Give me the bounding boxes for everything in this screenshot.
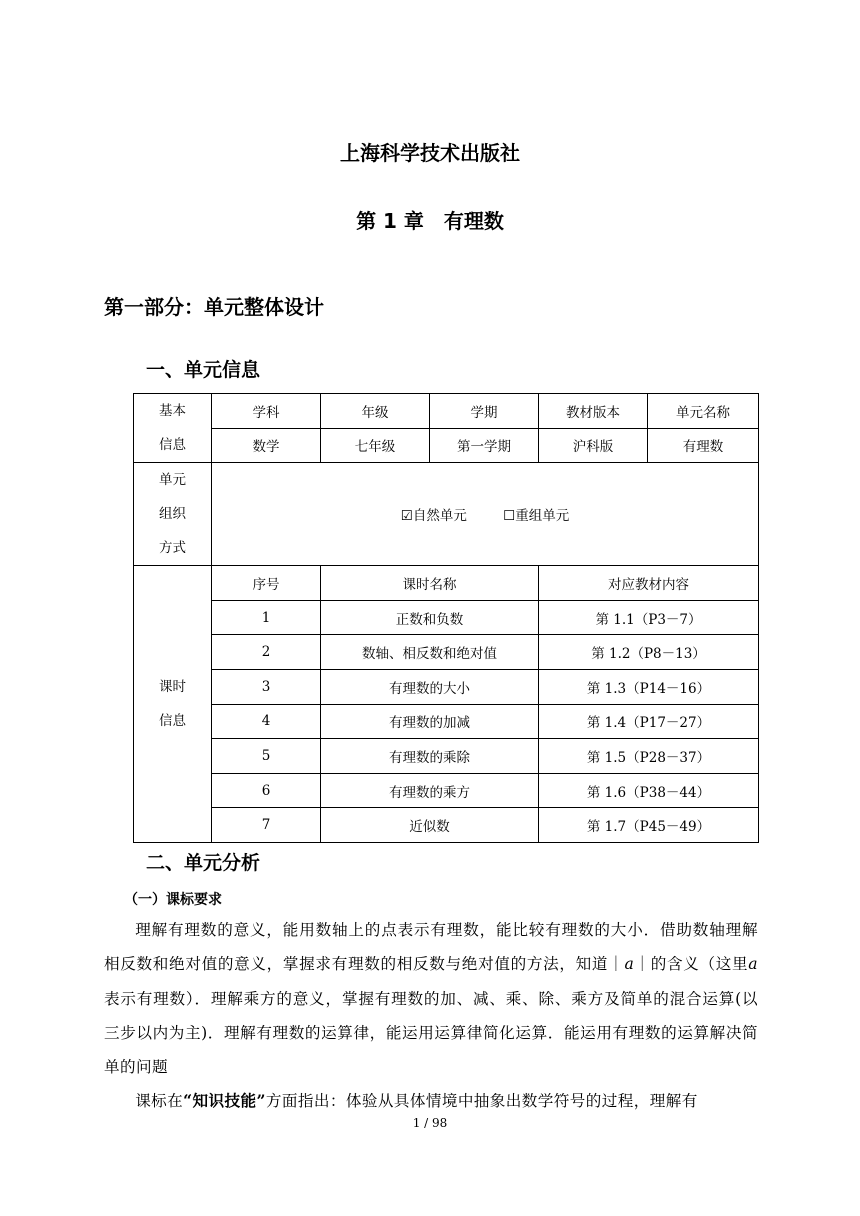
lesson-info-label: 课时 信息 xyxy=(134,566,212,843)
chapter-title: 第 1 章 有理数 xyxy=(356,209,504,233)
organization-label: 单元 组织 方式 xyxy=(134,463,212,566)
lesson-content: 第 1.5（P28－37） xyxy=(539,739,759,774)
table-row xyxy=(134,773,759,808)
table-row xyxy=(134,808,759,843)
lesson-header-row xyxy=(134,566,759,601)
page-number: 1 / 98 xyxy=(412,1116,448,1130)
unchecked-checkbox-icon[interactable]: ☐ xyxy=(503,508,516,525)
basic-info-value-row xyxy=(134,428,759,463)
value-grade: 七年级 xyxy=(321,428,430,463)
lesson-content: 第 1.6（P38－44） xyxy=(539,773,759,808)
header-lesson-no: 序号 xyxy=(212,566,321,601)
table-row xyxy=(134,704,759,739)
lesson-no: 4 xyxy=(212,704,321,739)
basic-info-header-row xyxy=(134,394,759,429)
table-row xyxy=(134,600,759,635)
value-term: 第一学期 xyxy=(430,428,539,463)
lesson-no: 6 xyxy=(212,773,321,808)
header-lesson-name: 课时名称 xyxy=(321,566,539,601)
lesson-no: 5 xyxy=(212,739,321,774)
part-title: 第一部分：单元整体设计 xyxy=(104,295,324,319)
option-regrouped-unit[interactable] xyxy=(503,508,569,524)
lesson-name: 有理数的乘方 xyxy=(321,773,539,808)
lesson-no: 3 xyxy=(212,669,321,704)
organization-row xyxy=(134,463,759,566)
table-row xyxy=(134,669,759,704)
option-natural-unit[interactable] xyxy=(401,508,471,524)
option-natural-unit-label: 自然单元 xyxy=(412,508,467,525)
option-regrouped-unit-label: 重组单元 xyxy=(515,508,570,525)
publisher-heading: 上海科学技术出版社 xyxy=(340,141,520,165)
lesson-no: 2 xyxy=(212,635,321,670)
paragraph-text: 理解有理数的意义，能用数轴上的点表示有理数，能比较有理数的大小．借助数轴理解相反数和绝对值的意义，掌握求有理数的相反数与绝对值的方法，知道｜a｜的含义（这里a表示有理数）．理解乘方的意义，掌握有理数的加、减、乘、除、乘方及简单的混合运算(以三步以内为主)．理解有理数的运算律，能运用运算律简化运算．能运用有理数的运算解决简单的问题 xyxy=(104,921,758,1077)
lesson-content: 第 1.4（P17－27） xyxy=(539,704,759,739)
lesson-name: 有理数的加减 xyxy=(321,704,539,739)
lesson-name: 有理数的大小 xyxy=(321,669,539,704)
value-subject: 数学 xyxy=(212,428,321,463)
header-edition: 教材版本 xyxy=(539,394,648,429)
lesson-content: 第 1.7（P45－49） xyxy=(539,808,759,843)
lesson-name: 正数和负数 xyxy=(321,600,539,635)
header-subject: 学科 xyxy=(212,394,321,429)
table-row xyxy=(134,635,759,670)
basic-info-label: 基本 信息 xyxy=(134,394,212,463)
header-unit-name: 单元名称 xyxy=(648,394,759,429)
organization-options xyxy=(212,463,759,566)
subsection-curriculum-title: （一）课标要求 xyxy=(124,892,222,908)
value-unit-name: 有理数 xyxy=(648,428,759,463)
header-grade: 年级 xyxy=(321,394,430,429)
lesson-content: 第 1.2（P8－13） xyxy=(539,635,759,670)
value-edition: 沪科版 xyxy=(539,428,648,463)
lesson-name: 近似数 xyxy=(321,808,539,843)
section-unit-info-title: 一、单元信息 xyxy=(146,359,261,381)
unit-info-table xyxy=(133,393,759,843)
header-term: 学期 xyxy=(430,394,539,429)
lesson-name: 数轴、相反数和绝对值 xyxy=(321,635,539,670)
lesson-no: 7 xyxy=(212,808,321,843)
curriculum-paragraph xyxy=(104,913,758,1119)
lesson-content: 第 1.3（P14－16） xyxy=(539,669,759,704)
section-unit-analysis-title: 二、单元分析 xyxy=(146,852,261,874)
lesson-content: 第 1.1（P3－7） xyxy=(539,600,759,635)
header-lesson-content: 对应教材内容 xyxy=(539,566,759,601)
lesson-no: 1 xyxy=(212,600,321,635)
checked-checkbox-icon[interactable]: ☑ xyxy=(400,508,413,525)
table-row xyxy=(134,739,759,774)
lesson-name: 有理数的乘除 xyxy=(321,739,539,774)
paragraph-text: 课标在“知识技能”方面指出：体验从具体情境中抽象出数学符号的过程，理解有 xyxy=(135,1091,698,1111)
